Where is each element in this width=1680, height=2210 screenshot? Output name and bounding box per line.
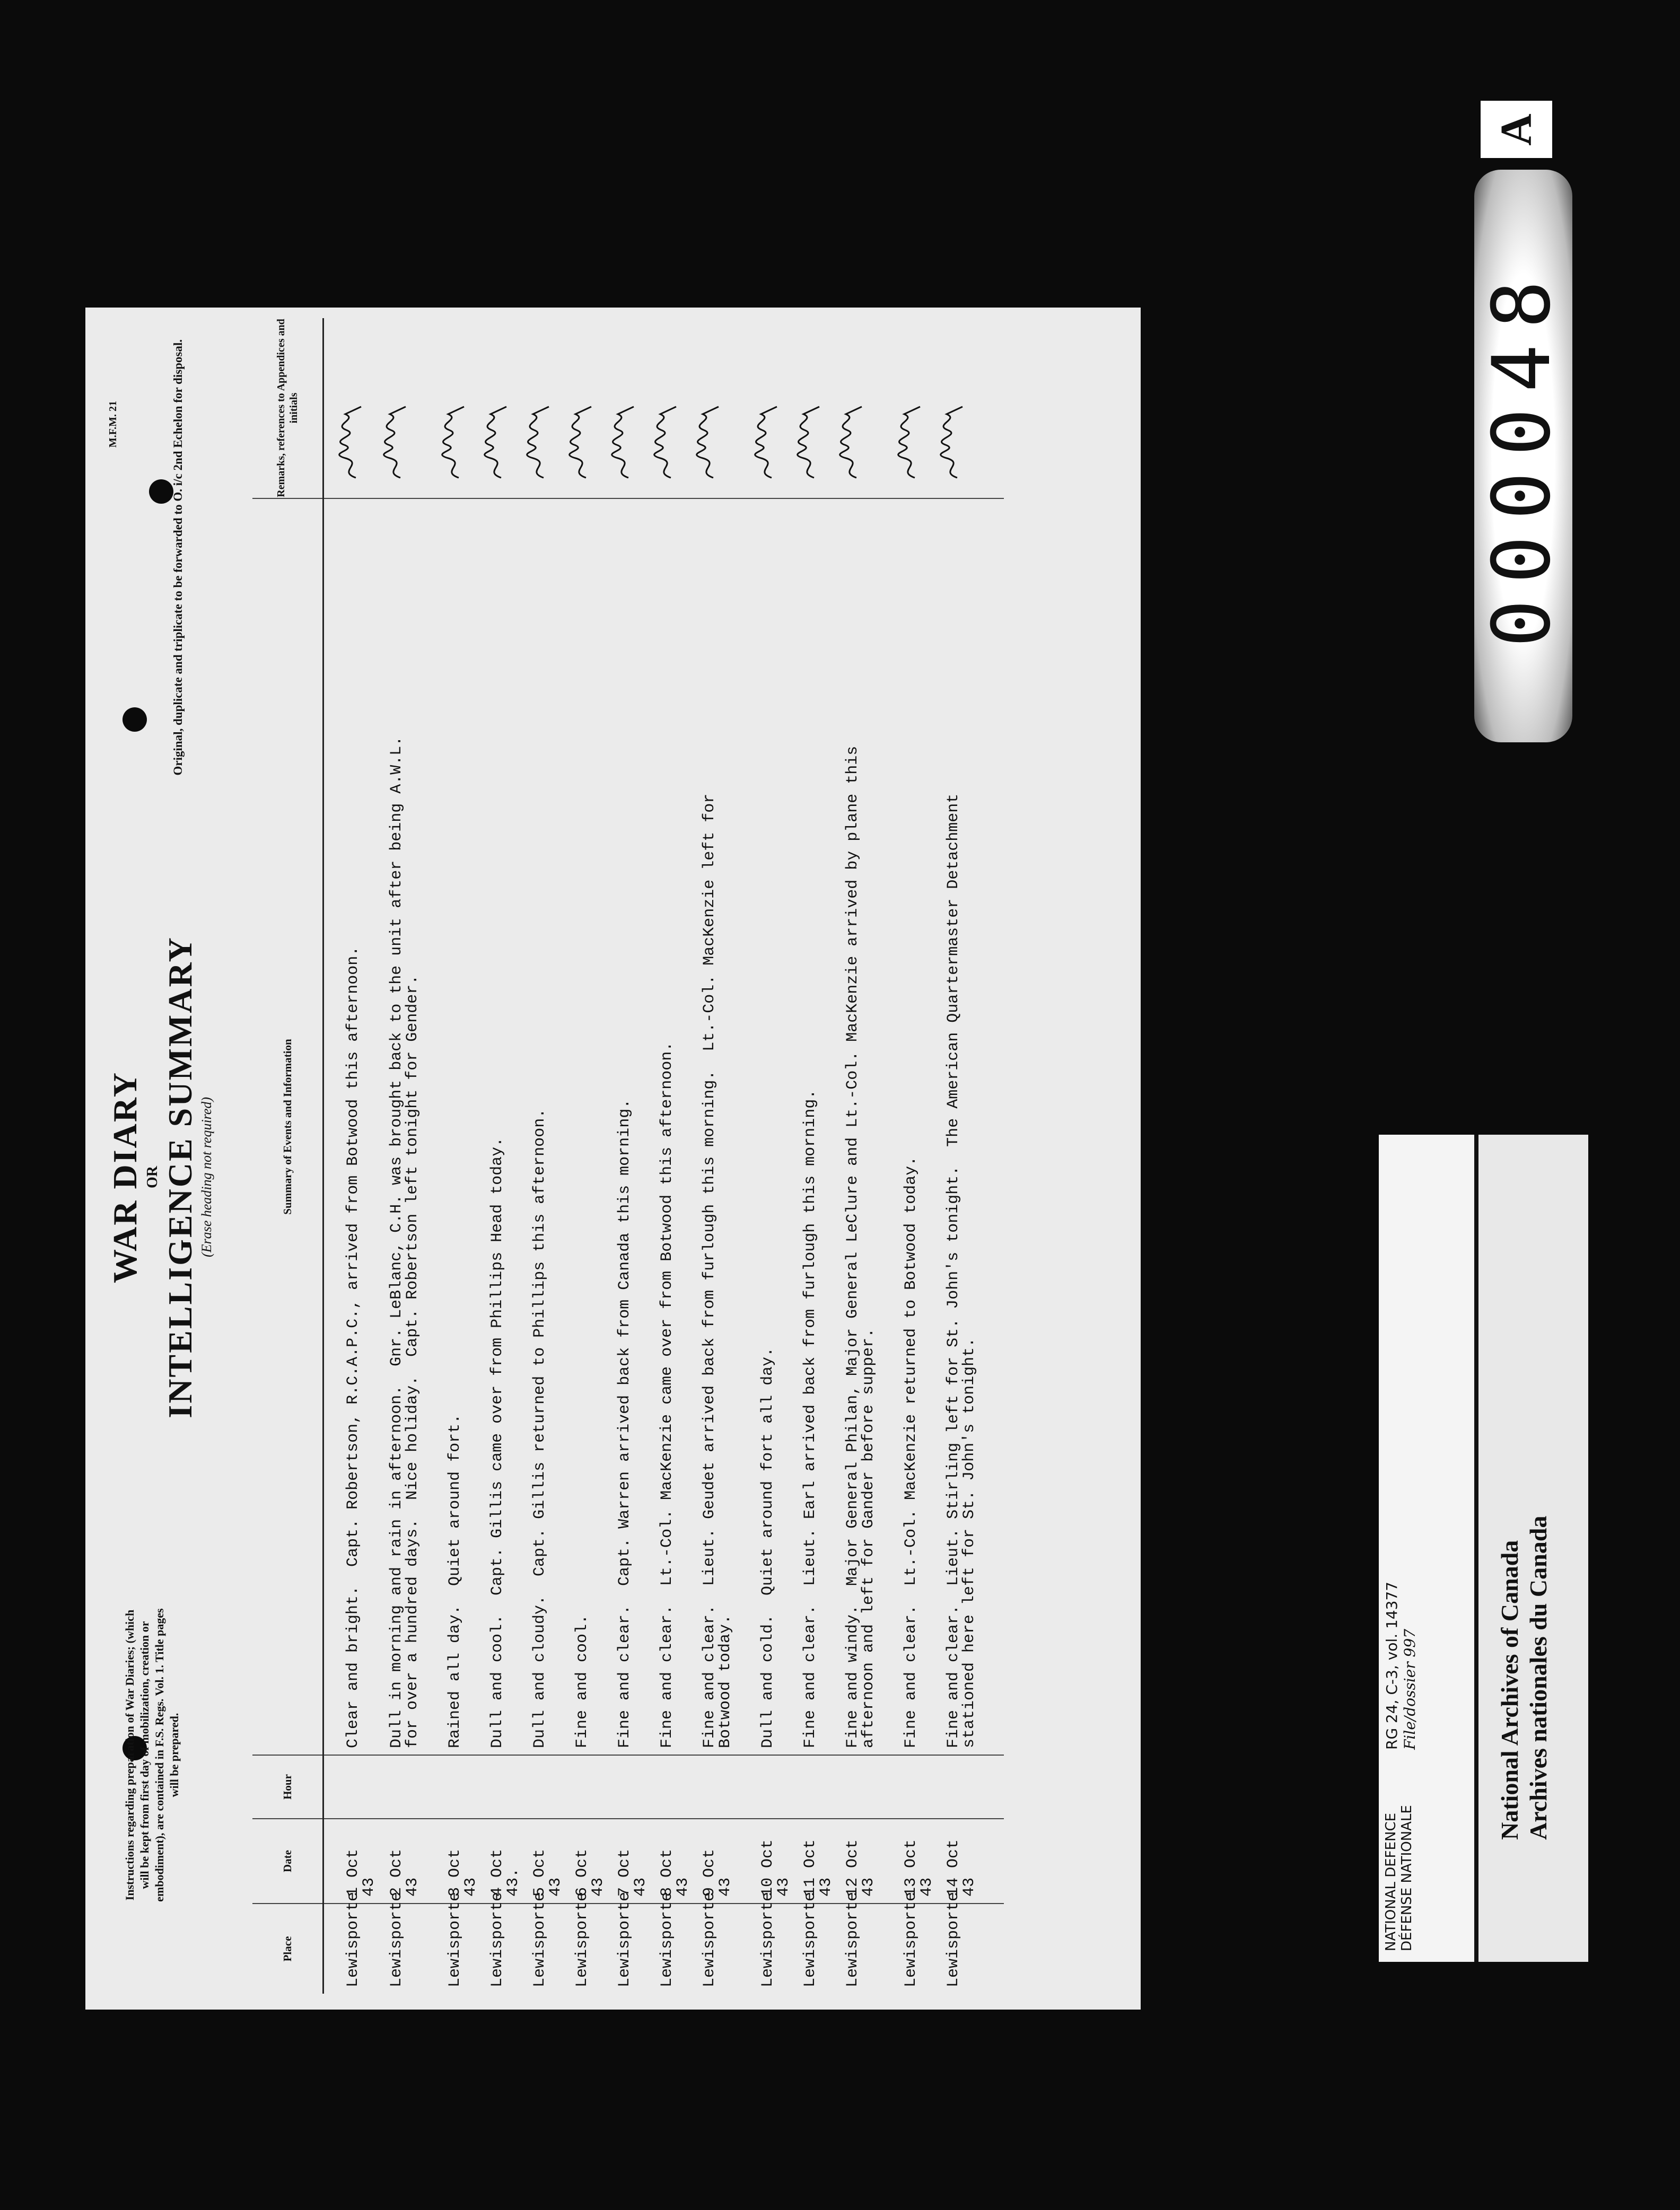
initials-signature <box>793 402 825 482</box>
cell-place: Lewisporte <box>845 1904 903 1994</box>
cell-hour <box>389 1755 447 1819</box>
table-row <box>489 318 532 1994</box>
col-hour: Hour <box>252 1755 323 1819</box>
defence-label: NATIONAL DEFENCE DÉFENSE NATIONALE <box>1383 1805 1415 1951</box>
cell-summary: Fine and clear. Lieut. Geudet arrived back from furlough this morning. Lt.-Col. MacKenzie left for Botwood today. <box>702 498 760 1755</box>
table-row <box>323 318 389 1994</box>
title-intelligence-summary: INTELLIGENCE SUMMARY <box>161 936 199 1418</box>
cell-hour <box>903 1755 946 1819</box>
cell-place: Lewisporte <box>574 1904 617 1994</box>
cell-place: Lewisporte <box>760 1904 802 1994</box>
cell-hour <box>702 1755 760 1819</box>
cell-date: 2 Oct 43 <box>389 1819 447 1904</box>
cell-hour <box>802 1755 845 1819</box>
cell-summary: Clear and bright. Capt. Robertson, R.C.A.P.C., arrived from Botwood this afternoon. <box>323 498 389 1755</box>
table-row <box>702 318 760 1994</box>
cell-hour <box>447 1755 489 1819</box>
cell-summary: Rained all day. Quiet around fort. <box>447 498 489 1755</box>
cell-date: 11 Oct 43 <box>802 1819 845 1904</box>
initials-signature <box>835 402 867 482</box>
cell-place: Lewisporte <box>903 1904 946 1994</box>
cell-date: 7 Oct 43 <box>617 1819 659 1904</box>
cell-summary: Dull and cloudy. Capt. Gillis returned to Phillips this afternoon. <box>532 498 574 1755</box>
initials-signature <box>607 402 639 482</box>
cell-hour <box>489 1755 532 1819</box>
distribution-note: Original, duplicate and triplicate to be forwarded to O. i/c 2nd Echelon for disposal. <box>171 339 185 776</box>
war-diary-form <box>85 308 1141 2010</box>
cell-place: Lewisporte <box>702 1904 760 1994</box>
cell-date: 12 Oct 43 <box>845 1819 903 1904</box>
initials-signature <box>565 402 597 482</box>
cell-date: 14 Oct 43 <box>946 1819 1004 1904</box>
cell-date: 6 Oct 43 <box>574 1819 617 1904</box>
initials-signature <box>894 402 925 482</box>
frame-number-box <box>1474 170 1572 742</box>
table-row <box>659 318 702 1994</box>
instructions-text: Instructions regarding preparation of War Diaries; (which will be kept from first day of mobilization, creation or embodiment), are contained in F.S. Regs. Vol. 1. Title pages will be prepared. <box>123 1608 181 1902</box>
col-remarks: Remarks, references to Appendices and initials <box>252 318 323 498</box>
initials-signature <box>750 402 782 482</box>
initials-signature <box>438 402 469 482</box>
cell-summary: Fine and clear. Lt.-Col. MacKenzie came over from Botwood this afternoon. <box>659 498 702 1755</box>
cell-date: 13 Oct 43 <box>903 1819 946 1904</box>
table-row <box>617 318 659 1994</box>
archives-stamp <box>1379 1135 1588 1962</box>
frame-letter: A <box>1481 101 1552 158</box>
title-war-diary: WAR DIARY <box>106 1071 144 1283</box>
cell-hour <box>323 1755 389 1819</box>
archives-name: National Archives of Canada Archives nationales du Canada <box>1496 1515 1552 1840</box>
cell-hour <box>617 1755 659 1819</box>
table-row <box>532 318 574 1994</box>
cell-hour <box>532 1755 574 1819</box>
table-row <box>802 318 845 1994</box>
cell-date: 8 Oct 43 <box>659 1819 702 1904</box>
cell-place: Lewisporte <box>447 1904 489 1994</box>
frame-number: 000048 <box>1476 265 1568 647</box>
initials-signature <box>480 402 512 482</box>
table-row <box>946 318 1004 1994</box>
initials-signature <box>335 402 366 482</box>
cell-hour <box>946 1755 1004 1819</box>
col-place: Place <box>252 1904 323 1994</box>
cell-place: Lewisporte <box>389 1904 447 1994</box>
cell-hour <box>845 1755 903 1819</box>
cell-date: 10 Oct 43 <box>760 1819 802 1904</box>
initials-signature <box>936 402 968 482</box>
cell-place: Lewisporte <box>659 1904 702 1994</box>
cell-date: 3 Oct 43 <box>447 1819 489 1904</box>
initials-signature <box>650 402 681 482</box>
cell-summary: Fine and windy. Major General Philan, Major General LeClure and Lt.-Col. MacKenzie arrived by plane this afternoon and left for Gander before supper. <box>845 498 903 1755</box>
table-row <box>574 318 617 1994</box>
title-note: (Erase heading not required) <box>199 1097 214 1258</box>
cell-date: 9 Oct 43 <box>702 1819 760 1904</box>
cell-date: 4 Oct 43. <box>489 1819 532 1904</box>
cell-summary: Dull and cold. Quiet around fort all day. <box>760 498 802 1755</box>
cell-summary: Fine and clear. Lieut. Earl arrived back from furlough this morning. <box>802 498 845 1755</box>
diary-entries <box>323 318 1004 1994</box>
initials-signature <box>692 402 724 482</box>
table-row <box>760 318 802 1994</box>
initials-signature <box>379 402 411 482</box>
cell-place: Lewisporte <box>946 1904 1004 1994</box>
cell-hour <box>659 1755 702 1819</box>
table-row <box>389 318 447 1994</box>
cell-place: Lewisporte <box>489 1904 532 1994</box>
cell-summary: Fine and clear. Lieut. Stirling left for St. John's tonight. The American Quartermaster Detachment stationed here left for St. John's tonight. <box>946 498 1004 1755</box>
form-code: M.F.M. 21 <box>107 400 119 448</box>
table-row <box>903 318 946 1994</box>
table-header <box>252 318 323 1994</box>
cell-summary: Fine and clear. Capt. Warren arrived back from Canada this morning. <box>617 498 659 1755</box>
initials-signature <box>522 402 554 482</box>
cell-summary: Dull in morning and rain in afternoon. Gnr. LeBlanc, C.H. was brought back to the unit after being A.W.L. for over a hundred days. Nice holiday. Capt. Robertson left tonight for Gender. <box>389 498 447 1755</box>
cell-summary: Fine and cool. <box>574 498 617 1755</box>
cell-hour <box>574 1755 617 1819</box>
cell-date: 5 Oct 43 <box>532 1819 574 1904</box>
archival-reference: RG 24, C-3, vol. 14377 File/dossier 997 <box>1383 1581 1419 1750</box>
cell-summary: Dull and cool. Capt. Gillis came over from Phillips Head today. <box>489 498 532 1755</box>
table-row <box>447 318 489 1994</box>
cell-remarks <box>946 318 1004 498</box>
form-title <box>107 673 215 1681</box>
cell-place: Lewisporte <box>617 1904 659 1994</box>
col-date: Date <box>252 1819 323 1904</box>
col-summary: Summary of Events and Information <box>252 498 323 1755</box>
archives-band <box>1474 1135 1588 1962</box>
diary-table <box>252 318 1004 1994</box>
table-row <box>845 318 903 1994</box>
cell-summary: Fine and clear. Lt.-Col. MacKenzie returned to Botwood today. <box>903 498 946 1755</box>
cell-date: 1 Oct 43 <box>323 1819 389 1904</box>
cell-place: Lewisporte <box>532 1904 574 1994</box>
cell-place: Lewisporte <box>323 1904 389 1994</box>
title-or: OR <box>144 1166 161 1188</box>
cell-hour <box>760 1755 802 1819</box>
cell-place: Lewisporte <box>802 1904 845 1994</box>
